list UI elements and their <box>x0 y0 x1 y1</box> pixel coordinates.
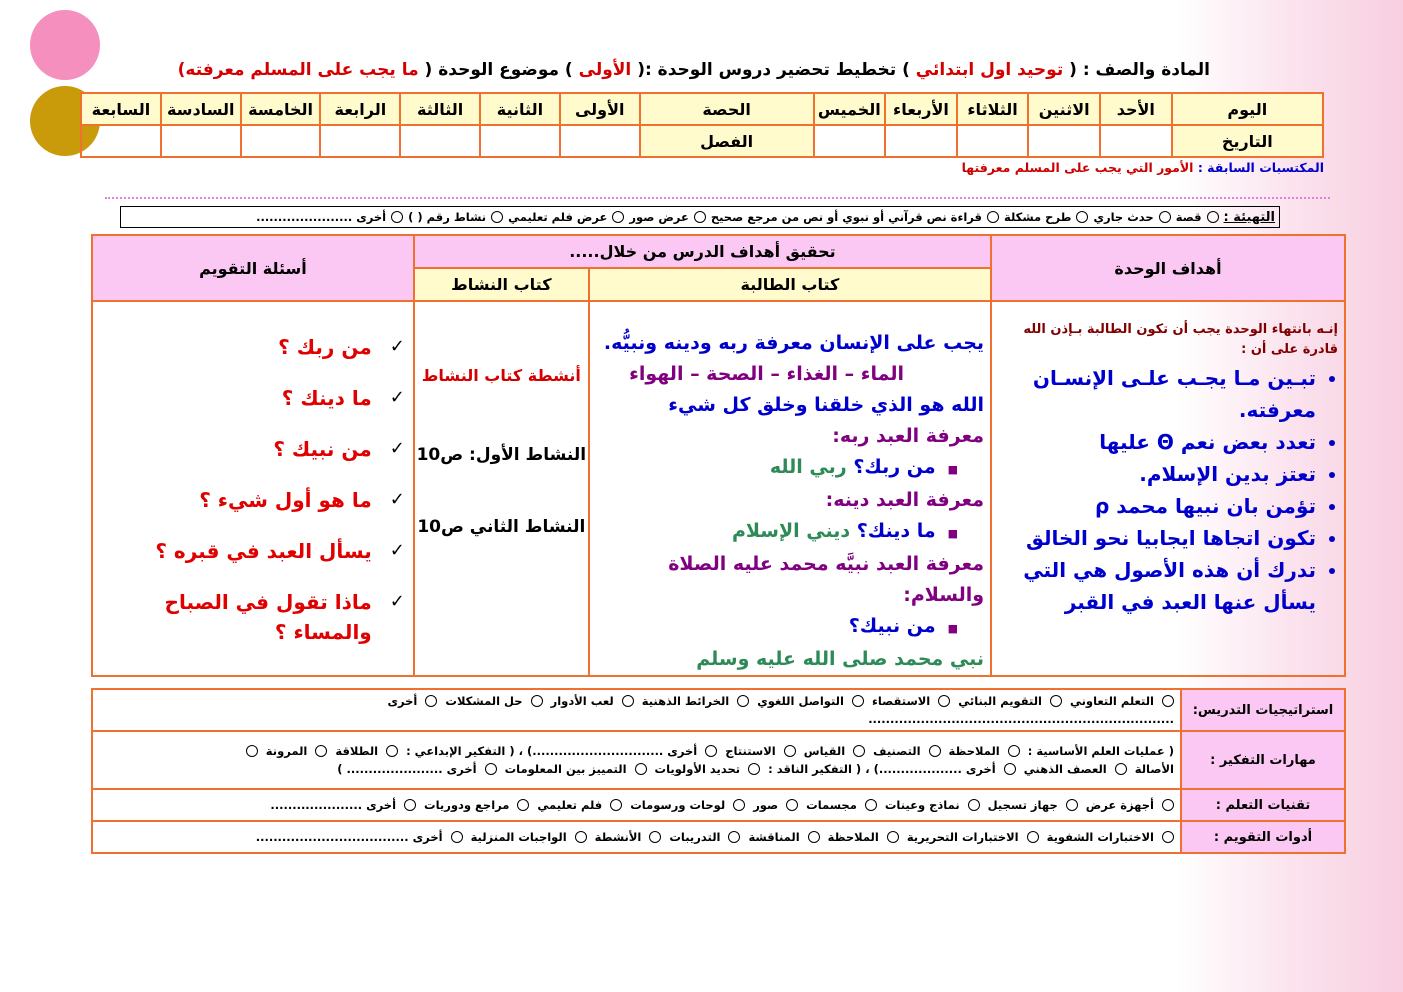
radio-button[interactable] <box>246 745 258 757</box>
checkmark-icon: ✓ <box>389 438 405 459</box>
plan-label: ) تخطيط تحضير دروس الوحدة :( <box>637 60 910 80</box>
radio-button[interactable] <box>491 211 503 223</box>
activities-title: أنشطة كتاب النشاط <box>421 366 581 385</box>
warmup-option: طرح مشكلة <box>1003 210 1072 224</box>
strategy-option: التعلم التعاوني <box>1069 694 1154 708</box>
warmup-option: قراءة نص قرآني أو نبوي أو نص من مرجع صحيح <box>710 210 982 224</box>
tech-option: لوحات ورسومات <box>630 798 726 812</box>
question-item: ✓ من ربك ؟ <box>97 332 405 362</box>
activity-book-header: كتاب النشاط <box>414 268 589 301</box>
thinking-row <box>92 731 1345 789</box>
warmup-option: نشاط رقم ( ) <box>408 210 487 224</box>
checkmark-icon: ✓ <box>389 336 405 357</box>
radio-button[interactable] <box>808 831 820 843</box>
radio-button[interactable] <box>786 799 798 811</box>
strategies-label: استراتيجيات التدريس: <box>1181 689 1345 731</box>
assessment-option: الاختبارات التحريرية <box>906 830 1019 844</box>
prior-knowledge-label: المكتسبات السابقة : <box>1197 160 1324 175</box>
assessment-row <box>92 821 1345 853</box>
questions-cell <box>92 301 414 676</box>
content-line: معرفة العبد نبيَّه محمد عليه الصلاة والسلام: <box>668 553 985 606</box>
thinking-option: المرونة <box>265 744 308 758</box>
assessment-option: التدريبات <box>669 830 721 844</box>
achieve-header: تحقيق أهداف الدرس من خلال..... <box>414 235 991 268</box>
tech-option: مجسمات <box>806 798 857 812</box>
strategy-option: الخرائط الذهنية <box>641 694 730 708</box>
strategy-option: أخرى <box>387 694 418 708</box>
radio-button[interactable] <box>929 745 941 757</box>
radio-button[interactable] <box>1050 695 1062 707</box>
checkmark-icon: ✓ <box>389 591 405 612</box>
schedule-cell[interactable] <box>320 125 400 157</box>
radio-button[interactable] <box>1076 211 1088 223</box>
radio-button[interactable] <box>705 745 717 757</box>
schedule-cell: الأولى <box>560 93 640 125</box>
radio-button[interactable] <box>425 695 437 707</box>
thinking-option: الاستنتاج <box>725 744 776 758</box>
radio-button[interactable] <box>694 211 706 223</box>
tech-option: أجهزة عرض <box>1085 798 1154 812</box>
assessment-option: الاختبارات الشفوية <box>1046 830 1154 844</box>
schedule-cell[interactable] <box>400 125 480 157</box>
assessment-option: الملاحظة <box>827 830 879 844</box>
question-item: ✓ من نبيك ؟ <box>97 434 405 464</box>
topic-label: ) موضوع الوحدة ( <box>424 60 573 80</box>
warmup-label: التهيئة : <box>1223 209 1275 225</box>
schedule-table <box>80 92 1324 158</box>
tech-option: نماذج وعينات <box>884 798 960 812</box>
square-bullet-icon: ■ <box>947 463 959 476</box>
dotted-divider <box>105 197 1330 199</box>
warmup-option: أخرى ...................... <box>256 210 387 224</box>
schedule-cell: الأربعاء <box>885 93 957 125</box>
content-line: نبي محمد صلى الله عليه وسلم <box>696 648 985 670</box>
schedule-cell[interactable] <box>814 125 886 157</box>
radio-button[interactable] <box>968 799 980 811</box>
goals-cell <box>991 301 1345 676</box>
content-line: معرفة العبد ربه: <box>832 425 985 447</box>
thinking-option: التصنيف <box>873 744 921 758</box>
radio-button[interactable] <box>391 211 403 223</box>
strategies-row <box>92 689 1345 731</box>
content-qa: ■من ربك؟ ربي الله <box>769 456 959 478</box>
radio-button[interactable] <box>635 763 647 775</box>
tech-option: صور <box>753 798 779 812</box>
goal-item: • تكون اتجاها ايجابيا نحو الخالق <box>1000 522 1316 554</box>
tech-option: فلم تعليمي <box>537 798 603 812</box>
student-book-cell <box>589 301 991 676</box>
content-line: يجب على الإنسان معرفة ربه ودينه ونبيُّه. <box>603 332 985 354</box>
warmup-bar <box>120 206 1280 228</box>
radio-button[interactable] <box>575 831 587 843</box>
activity-book-cell <box>414 301 589 676</box>
schedule-row-date <box>81 125 1323 157</box>
activity-second: النشاط الثاني ص10 <box>417 517 586 537</box>
content-qa: ■من نبيك؟ <box>848 615 959 637</box>
schedule-cell: الثلاثاء <box>957 93 1029 125</box>
goals-intro: إنـه بانتهاء الوحدة يجب أن تكون الطالبة بـإذن الله قادرة على أن : <box>1023 322 1338 357</box>
subject-label: المادة والصف : ( <box>1069 60 1210 80</box>
goal-item: • تبـين مـا يجـب علـى الإنسـان معرفته. <box>1000 362 1316 426</box>
radio-button[interactable] <box>517 799 529 811</box>
radio-button[interactable] <box>1159 211 1171 223</box>
radio-button[interactable] <box>852 695 864 707</box>
radio-button[interactable] <box>404 799 416 811</box>
schedule-cell[interactable] <box>1100 125 1172 157</box>
warmup-option: قصة <box>1175 210 1202 224</box>
radio-button[interactable] <box>1027 831 1039 843</box>
schedule-cell: السابعة <box>81 93 161 125</box>
checkmark-icon: ✓ <box>389 540 405 561</box>
checkmark-icon: ✓ <box>389 489 405 510</box>
radio-button[interactable] <box>748 763 760 775</box>
prior-knowledge <box>900 160 1324 175</box>
square-bullet-icon: ■ <box>947 527 959 540</box>
thinking-tail: أخرى ...................... ) <box>337 762 477 776</box>
radio-button[interactable] <box>451 831 463 843</box>
goals-header: أهداف الوحدة <box>991 235 1345 301</box>
strategy-option: حل المشكلات <box>445 694 523 708</box>
schedule-cell: السادسة <box>161 93 241 125</box>
radio-button[interactable] <box>1162 799 1174 811</box>
warmup-option: حدث جاري <box>1093 210 1154 224</box>
radio-button[interactable] <box>1004 763 1016 775</box>
radio-button[interactable] <box>1162 695 1174 707</box>
assessment-label: أدوات التقويم : <box>1181 821 1345 853</box>
schedule-cell[interactable] <box>241 125 321 157</box>
schedule-cell[interactable] <box>560 125 640 157</box>
radio-button[interactable] <box>610 799 622 811</box>
thinking-other: أخرى ..............................) ، ( التفكير الإبداعي : <box>406 744 698 758</box>
goal-item: • تدرك أن هذه الأصول هي التي يسأل عنها العبد في القبر <box>1000 554 1316 618</box>
radio-button[interactable] <box>1066 799 1078 811</box>
assessment-option: المناقشة <box>748 830 800 844</box>
thinking-option: التمييز بين المعلومات <box>504 762 627 776</box>
lesson-body-row <box>92 301 1345 676</box>
strategy-option: التقويم البنائي <box>958 694 1042 708</box>
schedule-cell[interactable] <box>81 125 161 157</box>
radio-button[interactable] <box>1162 831 1174 843</box>
schedule-cell[interactable] <box>161 125 241 157</box>
thinking-other: أخرى ...................) ، ( التفكير الناقد : <box>768 762 996 776</box>
question-item: ✓ ما دينك ؟ <box>97 383 405 413</box>
topic-value: ما يجب على المسلم معرفته) <box>177 60 419 80</box>
radio-button[interactable] <box>728 831 740 843</box>
goals-list <box>1000 362 1338 618</box>
prior-knowledge-value: الأمور التي يجب على المسلم معرفتها <box>961 160 1194 175</box>
radio-button[interactable] <box>853 745 865 757</box>
radio-button[interactable] <box>1008 745 1020 757</box>
warmup-option: عرض صور <box>629 210 689 224</box>
schedule-cell[interactable] <box>885 125 957 157</box>
tech-row <box>92 789 1345 821</box>
radio-button[interactable] <box>865 799 877 811</box>
goal-item: • تعتز بدين الإسلام. <box>1000 458 1316 490</box>
schedule-cell: الثالثة <box>400 93 480 125</box>
checkmark-icon: ✓ <box>389 387 405 408</box>
warmup-option: عرض فلم تعليمي <box>508 210 608 224</box>
schedule-cell: الحصة <box>640 93 814 125</box>
radio-button[interactable] <box>987 211 999 223</box>
strategy-option: التواصل اللغوي <box>757 694 844 708</box>
schedule-cell: الرابعة <box>320 93 400 125</box>
page-title <box>177 60 1210 80</box>
thinking-label: مهارات التفكير : <box>1181 731 1345 789</box>
thinking-option: تحديد الأولويات <box>654 762 741 776</box>
content-qa: ■ما دينك؟ ديني الإسلام <box>731 520 959 542</box>
tech-option: مراجع ودوريات <box>424 798 510 812</box>
schedule-cell: اليوم <box>1172 93 1323 125</box>
tech-option: جهاز تسجيل <box>987 798 1058 812</box>
methods-table <box>91 688 1346 854</box>
schedule-cell: الخامسة <box>241 93 321 125</box>
schedule-cell[interactable] <box>1028 125 1100 157</box>
square-bullet-icon: ■ <box>947 622 959 635</box>
student-book-header: كتاب الطالبة <box>589 268 991 301</box>
unit-number: الأولى <box>578 60 632 80</box>
schedule-cell: الثانية <box>480 93 560 125</box>
radio-button[interactable] <box>649 831 661 843</box>
thinking-option: الملاحظة <box>948 744 1000 758</box>
question-item: ✓ ماذا تقول في الصباح والمساء ؟ <box>97 587 405 647</box>
schedule-cell[interactable] <box>957 125 1029 157</box>
decor-circle-pink <box>30 10 100 80</box>
questions-header: أسئلة التقويم <box>92 235 414 301</box>
content-line: الله هو الذي خلقنا وخلق كل شيء <box>668 394 985 416</box>
radio-button[interactable] <box>1207 211 1219 223</box>
subject-value: توحيد اول ابتدائي <box>915 60 1064 80</box>
goal-item: • تعدد بعض نعم Θ عليها <box>1000 426 1316 458</box>
radio-button[interactable] <box>1115 763 1127 775</box>
thinking-option: الأصالة <box>1134 762 1174 776</box>
question-item: ✓ ما هو أول شيء ؟ <box>97 485 405 515</box>
content-line: معرفة العبد دينه: <box>825 489 985 511</box>
schedule-cell: التاريخ <box>1172 125 1323 157</box>
assessment-option: الواجبات المنزلية <box>470 830 567 844</box>
thinking-option: القياس <box>803 744 846 758</box>
schedule-row-day <box>81 93 1323 125</box>
thinking-option: الطلاقة <box>335 744 379 758</box>
radio-button[interactable] <box>315 745 327 757</box>
thinking-option: العصف الذهني <box>1023 762 1107 776</box>
radio-button[interactable] <box>887 831 899 843</box>
radio-button[interactable] <box>485 763 497 775</box>
activity-first: النشاط الأول: ص10 <box>416 445 587 465</box>
radio-button[interactable] <box>733 799 745 811</box>
assessment-option: أخرى ................................... <box>255 830 443 844</box>
content-line: الماء – الغذاء – الصحة – الهواء <box>629 363 905 385</box>
radio-button[interactable] <box>737 695 749 707</box>
radio-button[interactable] <box>386 745 398 757</box>
strategy-option: لعب الأدوار <box>550 694 614 708</box>
lesson-header-row <box>92 235 1345 268</box>
tech-option: أخرى ..................... <box>270 798 397 812</box>
schedule-cell: الأحد <box>1100 93 1172 125</box>
strategies-tail: ...................................................................... <box>868 712 1174 726</box>
strategy-option: الاستقصاء <box>871 694 931 708</box>
tech-label: تقنيات التعلم : <box>1181 789 1345 821</box>
schedule-cell: الفصل <box>640 125 814 157</box>
assessment-option: الأنشطة <box>594 830 642 844</box>
schedule-cell: الخميس <box>814 93 886 125</box>
radio-button[interactable] <box>784 745 796 757</box>
goal-item: • تؤمن بان نبيها محمد ρ <box>1000 490 1316 522</box>
schedule-cell[interactable] <box>480 125 560 157</box>
thinking-prefix: ( عمليات العلم الأساسية : <box>1027 744 1174 758</box>
lesson-table <box>91 234 1346 677</box>
radio-button[interactable] <box>612 211 624 223</box>
schedule-cell: الاثنين <box>1028 93 1100 125</box>
radio-button[interactable] <box>531 695 543 707</box>
radio-button[interactable] <box>938 695 950 707</box>
question-item: ✓ يسأل العبد في قبره ؟ <box>97 536 405 566</box>
radio-button[interactable] <box>622 695 634 707</box>
